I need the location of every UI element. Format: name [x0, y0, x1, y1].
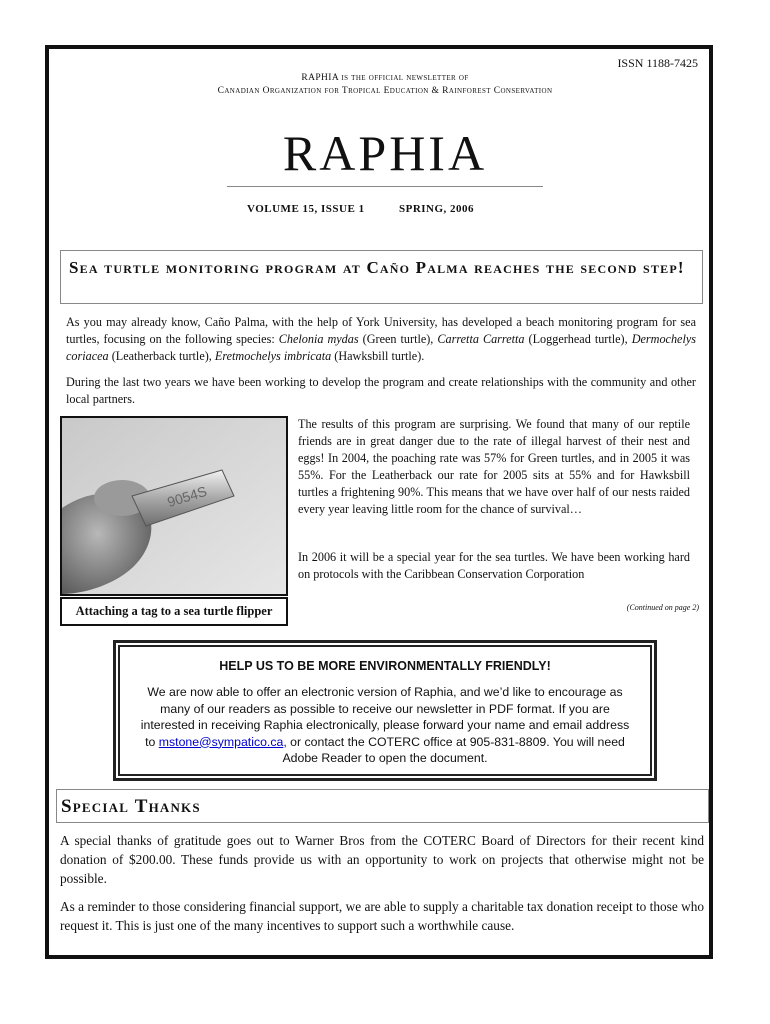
issn: ISSN 1188-7425 [617, 56, 698, 70]
species-name: Chelonia mydas [278, 332, 359, 346]
article-paragraph: A special thanks of gratitude goes out to Warner Bros from the COTERC Board of Directors for their recent kind donation of $200.00. These funds provide us with an opportunity to work on projects that otherwise might not be possible. [60, 833, 704, 886]
environment-notice-box [113, 640, 657, 781]
masthead-line-1: RAPHIA is the official newsletter of [301, 73, 469, 83]
article-heading-special-thanks: Special Thanks [56, 789, 709, 823]
tag-number: 9054S [165, 482, 209, 511]
notice-title: HELP US TO BE MORE ENVIRONMENTALLY FRIENDLY! [219, 659, 551, 673]
species-name: Eretmochelys imbricata [214, 349, 332, 363]
notice-body: We are now able to offer an electronic version of Raphia, and we’d like to encourage as many of our readers as possible to receive our newsletter in PDF format. If you are interested in receiving Raphia electronically, please forward your name and email address to mstone@sympatico.ca, or contact the COTERC office at 905-831-8809. You will need Adobe Reader to open the document. [140, 685, 630, 765]
article-heading-sea-turtle: Sea turtle monitoring program at Caño Palma reaches the second step! [60, 250, 703, 304]
email-link[interactable]: mstone@sympatico.ca [158, 734, 284, 749]
newsletter-title: RAPHIA [282, 125, 488, 181]
species-name: Dermochelys coriacea [66, 332, 697, 363]
photo-illustration [62, 418, 286, 594]
article-paragraph: As you may already know, Caño Palma, with the help of York University, has developed a beach monitoring program for sea turtles, focusing on the following species: Chelonia mydas (Green turtle), Carretta Carretta (Loggerhead turtle), Dermochelys coriacea (Leatherback turtle), Eretmochelys imbricata (Hawksbill turtle). [66, 315, 697, 363]
volume-issue: VOLUME 15, ISSUE 1 [247, 203, 365, 215]
continued-note: (Continued on page 2) [626, 603, 699, 612]
article-paragraph: As a reminder to those considering financial support, we are able to supply a charitable tax donation receipt to those who request it. This is just one of the many incentives to support such a worthwhile cause. [60, 899, 704, 933]
photo-caption: Attaching a tag to a sea turtle flipper [60, 597, 288, 626]
title-divider [227, 186, 543, 187]
masthead-line-2: Canadian Organization for Tropical Education & Rainforest Conservation [217, 86, 553, 96]
article-paragraph: In 2006 it will be a special year for the sea turtles. We have been working hard on protocols with the Caribbean Conservation Corporation [298, 550, 690, 581]
article-paragraph: During the last two years we have been working to develop the program and create relationships with the community and other local partners. [66, 375, 696, 406]
article-paragraph: The results of this program are surprising. We found that many of our reptile friends are in great danger due to the rate of illegal harvest of their nest and eggs! In 2004, the poaching rate was 57% for Green turtles, and in 2005 it was 55%. For the Leatherback our rate for 2005 sits at 55% and for Hawksbill turtles a frightening 90%. This means that we have over half of our nests raided every year leaving little room for the chance of survival… [298, 417, 690, 516]
species-name: Carretta Carretta [437, 332, 525, 346]
turtle-tag-photo [60, 416, 288, 596]
issue-season: SPRING, 2006 [399, 203, 475, 215]
